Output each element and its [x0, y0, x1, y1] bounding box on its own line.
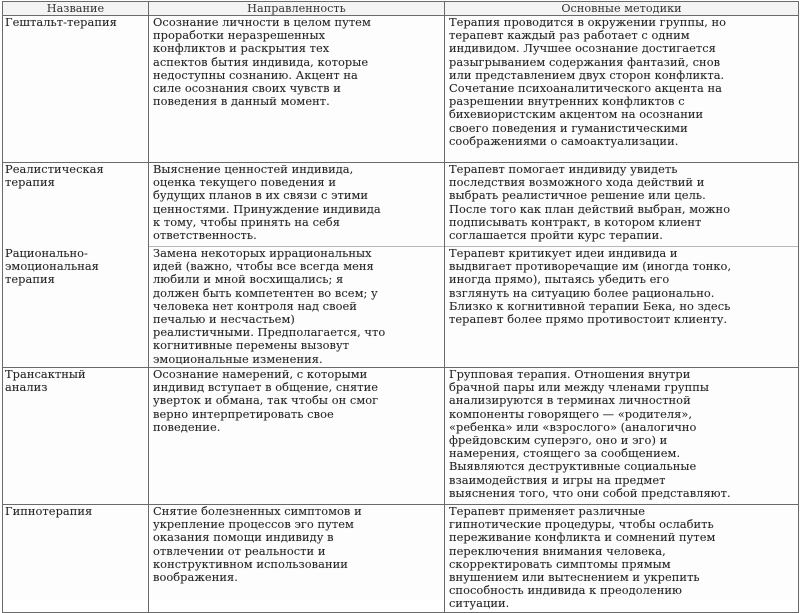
therapy-methods: Терапия проводится в окружении группы, но терапевт каждый раз работает с одним индивидом. Лучшее осознание достигается разыгрыванием содержания фантазий, снов или представлением двух сторон конфликта. Сочетание психоаналитического акцента на разрешении внутренних конфликтов с бихевиористским акцентом на осознании своего поведения и гуманистическими соображениями о самоактуализации. — [449, 15, 727, 148]
therapy-name-cell — [3, 368, 149, 505]
therapy-methods-cell — [445, 16, 799, 163]
table-row-rational-emotive — [3, 247, 799, 368]
therapy-focus-cell — [149, 505, 445, 613]
therapy-name: Гипнотерапия — [5, 504, 93, 518]
therapy-methods: Групповая терапия. Отношения внутри брачной пары или между членами группы анализируются в терминах личностной компоненты говорящего — «родителя», «ребенка» или «взрослого» (аналогично фрейдовским суперэго, оно и эго) и намерения, стоящего за сообщением. Выявляются деструктивные социальные взаимодействия и игры на предмет выяснения того, что они собой представляют. — [449, 367, 731, 500]
therapy-name-cell — [3, 16, 149, 163]
therapy-name-cell — [3, 247, 149, 368]
therapy-methods: Терапевт применяет различные гипнотические процедуры, чтобы ослабить переживание конфликта и сомнений путем переключения внимания человека, скорректировать симптомы прямым внушением или вытеснением и укрепить способность индивида к преодолению ситуации. — [449, 504, 716, 611]
therapy-focus: Выяснение ценностей индивида, оценка текущего поведения и будущих планов в их связи с этими ценностями. Принуждение индивида к тому, чтобы принять на себя ответственность. — [153, 162, 381, 243]
table-row-hypnotherapy — [3, 505, 799, 613]
header-methods: Основные методики — [445, 2, 799, 16]
table-header-row — [3, 2, 799, 16]
therapy-methods-cell — [445, 368, 799, 505]
therapy-name-cell — [3, 163, 149, 247]
therapy-name: Трансактный анализ — [5, 367, 86, 395]
therapy-methods: Терапевт критикует идеи индивида и выдвигает противоречащие им (иногда тонко, иногда прямо), пытаясь убедить его взглянуть на ситуацию более рационально. Близко к когнитивной терапии Бека, но здесь терапевт более прямо противостоит клиенту. — [449, 246, 732, 327]
therapy-methods-cell — [445, 163, 799, 247]
therapy-methods: Терапевт помогает индивиду увидеть последствия возможного хода действий и выбрать реалистичное решение или цель. После того как план действий выбран, можно подписывать контракт, в котором клиент соглашается пройти курс терапии. — [449, 162, 731, 243]
therapy-focus-cell — [149, 163, 445, 247]
therapy-focus: Осознание личности в целом путем проработки неразрешенных конфликтов и раскрытия тех аспектов бытия индивида, которые недоступны сознанию. Акцент на силе осознания своих чувств и поведения в данный момент. — [153, 15, 371, 109]
therapy-focus: Осознание намерений, с которыми индивид вступает в общение, снятие уверток и обмана, так чтобы он смог верно интерпретировать свое поведение. — [153, 367, 379, 434]
therapy-focus: Замена некоторых иррациональных идей (важно, чтобы все всегда меня любили и мной восхищались; я должен быть компетентен во всем; у человека нет контроля над своей печалью и несчастьем) реалистичными. Предполагается, что когнитивные перемены вызовут эмоциональные изменения. — [153, 246, 386, 366]
table-row-gestalt — [3, 16, 799, 163]
therapy-focus-cell — [149, 16, 445, 163]
therapy-methods-cell — [445, 505, 799, 613]
therapy-focus: Снятие болезненных симптомов и укрепление процессов эго путем оказания помощи индивиду в отвлечении от реальности и конструктивном использовании воображения. — [153, 504, 362, 585]
therapy-name: Рационально- эмоциональная терапия — [5, 245, 99, 286]
header-focus: Направленность — [149, 2, 445, 16]
therapy-methods-cell — [445, 247, 799, 368]
therapy-name: Гештальт-терапия — [5, 15, 117, 29]
therapy-focus-cell — [149, 247, 445, 368]
therapy-focus-cell — [149, 368, 445, 505]
table-row-reality — [3, 163, 799, 247]
header-name: Название — [3, 2, 149, 16]
therapy-name-cell — [3, 505, 149, 613]
therapy-comparison-table — [2, 1, 799, 613]
therapy-name: Реалистическая терапия — [5, 162, 104, 190]
table-row-transactional — [3, 368, 799, 505]
